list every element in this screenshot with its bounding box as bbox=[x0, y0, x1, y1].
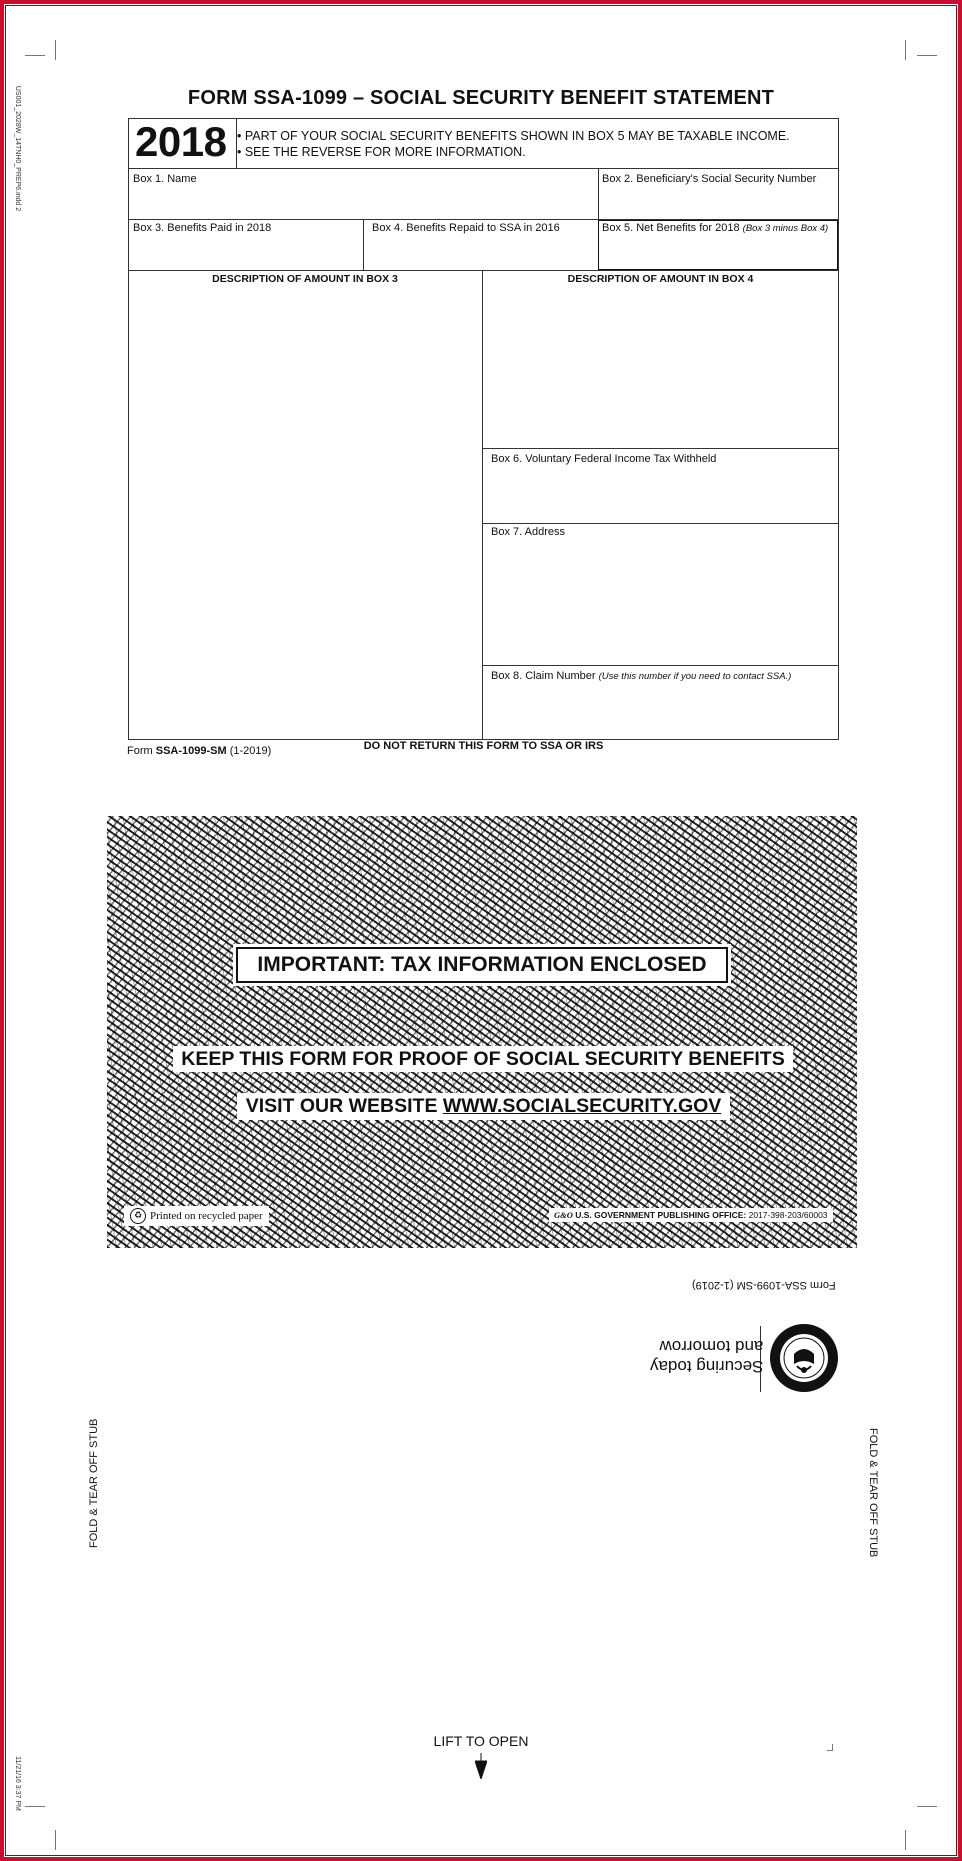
do-not-return-notice: DO NOT RETURN THIS FORM TO SSA OR IRS bbox=[363, 740, 604, 752]
notice-line-2: • SEE THE REVERSE FOR MORE INFORMATION. bbox=[237, 145, 526, 159]
divider bbox=[482, 665, 839, 666]
tax-year: 2018 bbox=[135, 118, 227, 165]
flipped-tagline: Securing today and tomorrow bbox=[650, 1337, 764, 1376]
fold-tear-left: FOLD & TEAR OFF STUB bbox=[88, 1418, 100, 1548]
website-banner: VISIT OUR WEBSITE WWW.SOCIALSECURITY.GOV bbox=[237, 1093, 730, 1120]
divider bbox=[482, 523, 839, 524]
crop-mark bbox=[55, 40, 56, 60]
divider bbox=[482, 270, 483, 740]
box7-label: Box 7. Address bbox=[491, 526, 565, 538]
notice-line-1: • PART OF YOUR SOCIAL SECURITY BENEFITS SHOWN IN BOX 5 MAY BE TAXABLE INCOME. bbox=[237, 129, 790, 143]
form-title: FORM SSA-1099 – SOCIAL SECURITY BENEFIT STATEMENT bbox=[187, 87, 775, 109]
security-pattern bbox=[107, 816, 857, 1248]
box3-label: Box 3. Benefits Paid in 2018 bbox=[133, 222, 272, 234]
crop-mark bbox=[905, 1830, 906, 1850]
website-link[interactable]: WWW.SOCIALSECURITY.GOV bbox=[442, 1095, 722, 1117]
lift-to-open[interactable]: LIFT TO OPEN bbox=[433, 1733, 529, 1749]
print-slug-top: US001_2028W_14TNH0_PREP6.indd 2 bbox=[14, 85, 22, 212]
box6-label: Box 6. Voluntary Federal Income Tax Withheld bbox=[491, 453, 717, 465]
crop-mark bbox=[917, 1806, 937, 1807]
fold-tear-right: FOLD & TEAR OFF STUB bbox=[867, 1428, 879, 1558]
box4-label: Box 4. Benefits Repaid to SSA in 2016 bbox=[372, 222, 560, 234]
arrow-down-icon bbox=[475, 1753, 487, 1779]
divider bbox=[128, 168, 839, 169]
form-grid bbox=[128, 118, 839, 740]
recycled-notice: ♻ Printed on recycled paper bbox=[124, 1206, 269, 1226]
box1-label: Box 1. Name bbox=[133, 173, 197, 185]
recycle-icon: ♻ bbox=[130, 1208, 146, 1224]
crop-mark bbox=[905, 40, 906, 60]
divider bbox=[363, 219, 364, 270]
divider bbox=[128, 270, 839, 271]
important-banner: IMPORTANT: TAX INFORMATION ENCLOSED bbox=[236, 947, 728, 983]
flipped-form-id: Form SSA-1099-SM (1-2019) bbox=[692, 1279, 836, 1291]
crop-mark bbox=[25, 55, 45, 56]
crop-mark bbox=[25, 1806, 45, 1807]
desc-box4-heading: DESCRIPTION OF AMOUNT IN BOX 4 bbox=[567, 273, 754, 285]
crop-mark bbox=[55, 1830, 56, 1850]
ssa-seal-icon bbox=[768, 1322, 840, 1394]
gpo-logo: G&O bbox=[554, 1210, 573, 1220]
desc-box3-heading: DESCRIPTION OF AMOUNT IN BOX 3 bbox=[212, 273, 398, 285]
box2-label: Box 2. Beneficiary's Social Security Number bbox=[602, 173, 817, 185]
box5-note: (Box 3 minus Box 4) bbox=[742, 223, 829, 234]
divider bbox=[482, 448, 839, 449]
box8-label: Box 8. Claim Number (Use this number if you need to contact SSA.) bbox=[491, 670, 792, 682]
divider bbox=[236, 119, 237, 168]
box5-label: Box 5. Net Benefits for 2018 (Box 3 minus Box 4) bbox=[602, 222, 829, 234]
form-id: Form SSA-1099-SM (1-2019) bbox=[127, 745, 272, 757]
print-slug-bottom: 11/21/16 3:37 PM bbox=[13, 1756, 21, 1811]
gpo-notice: G&O U.S. GOVERNMENT PUBLISHING OFFICE: 2017-398-203/60003 bbox=[549, 1208, 833, 1222]
box8-note: (Use this number if you need to contact SSA.) bbox=[598, 671, 792, 682]
crop-mark bbox=[917, 55, 937, 56]
keep-form-banner: KEEP THIS FORM FOR PROOF OF SOCIAL SECURITY BENEFITS bbox=[173, 1046, 793, 1072]
